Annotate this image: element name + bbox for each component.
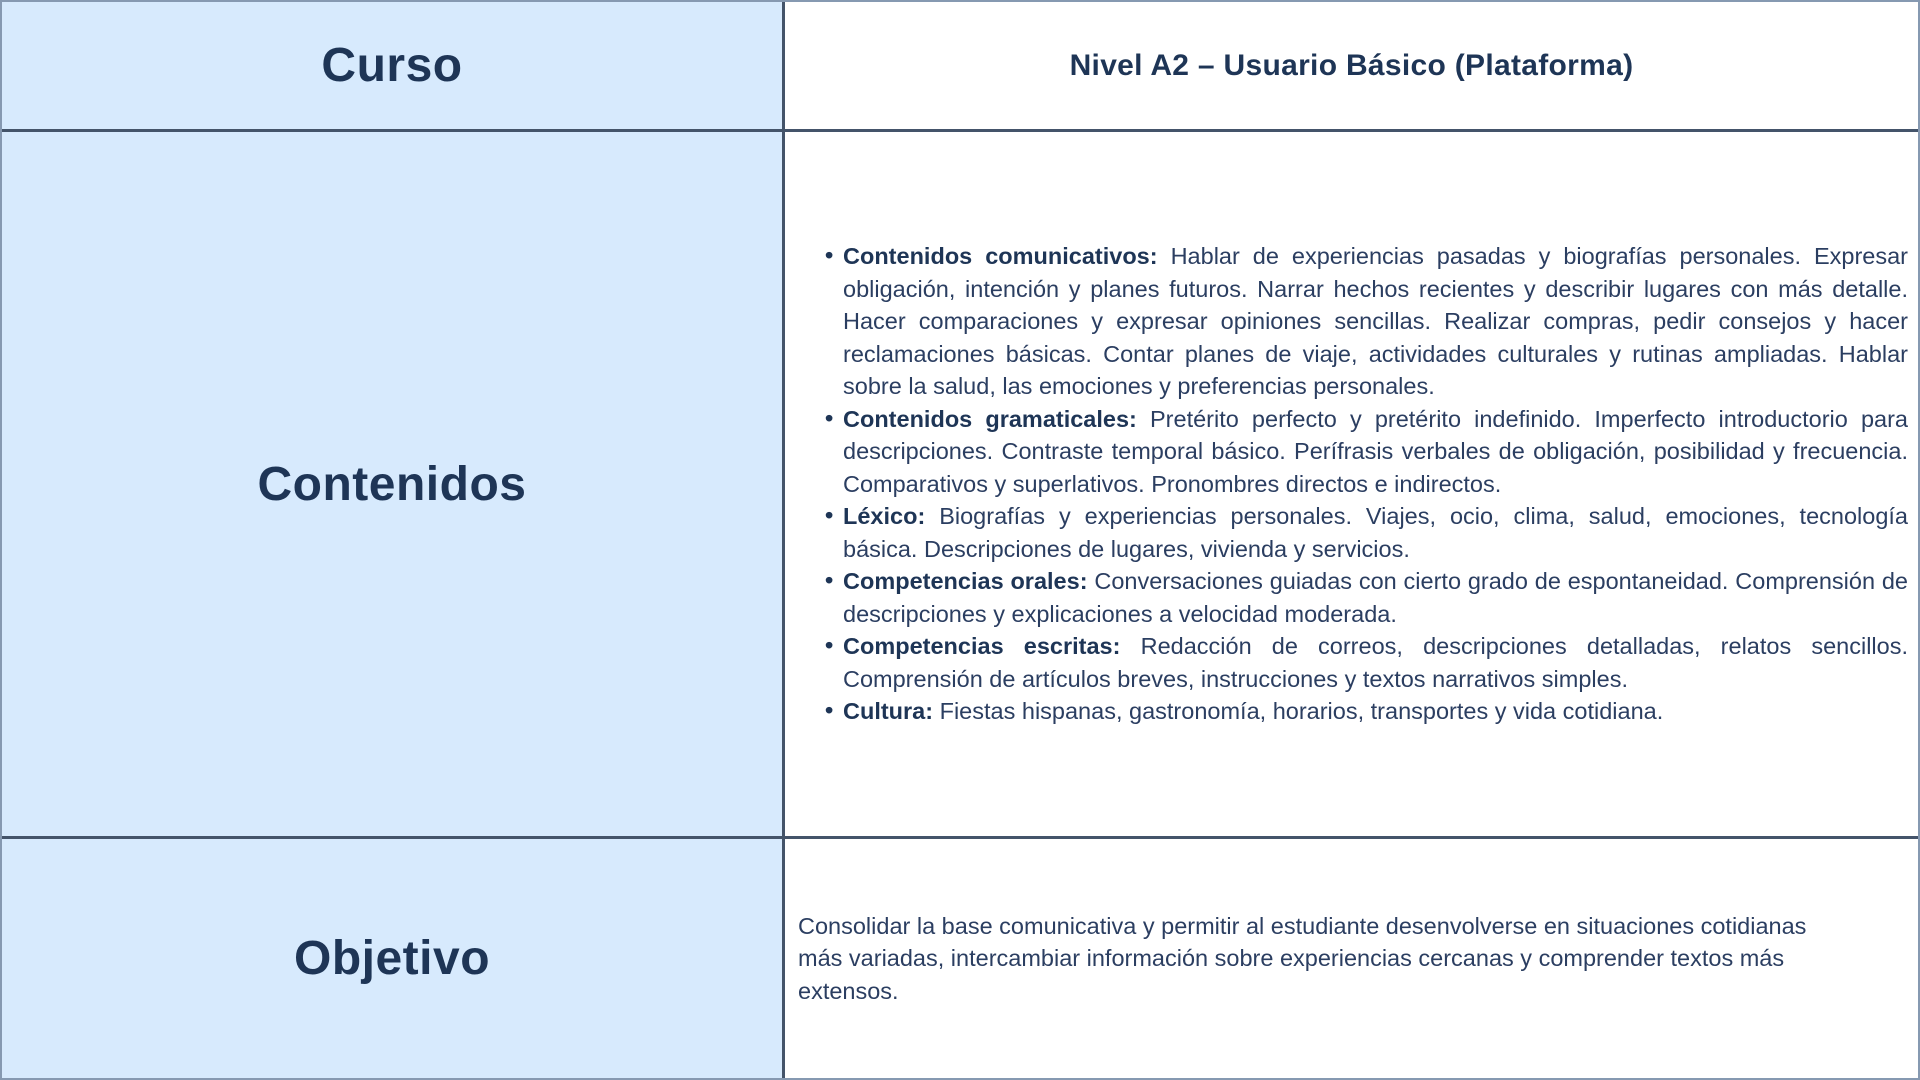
list-item (825, 240, 1908, 403)
bullet-lead: Cultura: (843, 698, 934, 725)
bullet-text: Fiestas hispanas, gastronomía, horarios, transportes y vida cotidiana. (939, 698, 1664, 725)
contenidos-bullet-list (785, 240, 1918, 728)
course-title: Nivel A2 – Usuario Básico (Plataforma) (1069, 48, 1634, 82)
bullet-lead: Competencias escritas: (843, 633, 1121, 660)
objetivo-text: Consolidar la base comunicativa y permitir al estudiante desenvolverse en situaciones cotidianas más variadas, intercambiar información sobre experiencias cercanas y comprender textos más extensos. (798, 912, 1807, 1004)
row-header-objetivo-cell (2, 839, 785, 1078)
bullet-lead: Competencias orales: (843, 568, 1088, 595)
bullet-lead: Contenidos comunicativos: (843, 243, 1158, 270)
bullet-icon: • (825, 697, 834, 724)
row-header-contenidos-cell (2, 132, 785, 839)
bullet-icon: • (825, 404, 834, 431)
bullet-icon: • (825, 567, 834, 594)
bullet-lead: Léxico: (843, 503, 926, 530)
bullet-text: Pretérito perfecto y pretérito indefinido. Imperfecto introductorio para descripciones. Contraste temporal básico. Perífrasis verbales de obligación, posibilidad y frecuencia. Comparativos y superlativos. Pronombres directos e indirectos. (843, 405, 1908, 497)
bullet-text: Conversaciones guiadas con cierto grado de espontaneidad. Comprensión de descripciones y explicaciones a velocidad moderada. (843, 568, 1908, 627)
objetivo-content-cell (785, 839, 1918, 1078)
bullet-lead: Contenidos gramaticales: (843, 405, 1137, 432)
bullet-text: Redacción de correos, descripciones detalladas, relatos sencillos. Comprensión de artículos breves, instrucciones y textos narrativos simples. (843, 633, 1909, 692)
course-title-cell (785, 2, 1918, 132)
curso-label: Curso (321, 39, 463, 92)
bullet-icon: • (825, 502, 834, 529)
list-item (825, 500, 1908, 565)
contenidos-label: Contenidos (257, 457, 527, 511)
list-item (825, 403, 1908, 501)
row-header-curso-cell (2, 2, 785, 132)
bullet-text: Biografías y experiencias personales. Viajes, ocio, clima, salud, emociones, tecnología básica. Descripciones de lugares, vivienda y servicios. (843, 503, 1908, 562)
bullet-icon: • (825, 242, 834, 269)
contenidos-content-cell (785, 132, 1918, 839)
list-item (825, 565, 1908, 630)
bullet-text: Hablar de experiencias pasadas y biografías personales. Expresar obligación, intención y planes futuros. Narrar hechos recientes y describir lugares con más detalle. Hacer comparaciones y expresar opiniones sencillas. Realizar compras, pedir consejos y hacer reclamaciones básicas. Contar planes de viaje, actividades culturales y rutinas ampliadas. Hablar sobre la salud, las emociones y preferencias personales. (843, 243, 1909, 400)
bullet-icon: • (825, 632, 834, 659)
objetivo-label: Objetivo (293, 932, 491, 985)
list-item (825, 695, 1908, 728)
list-item (825, 630, 1908, 695)
